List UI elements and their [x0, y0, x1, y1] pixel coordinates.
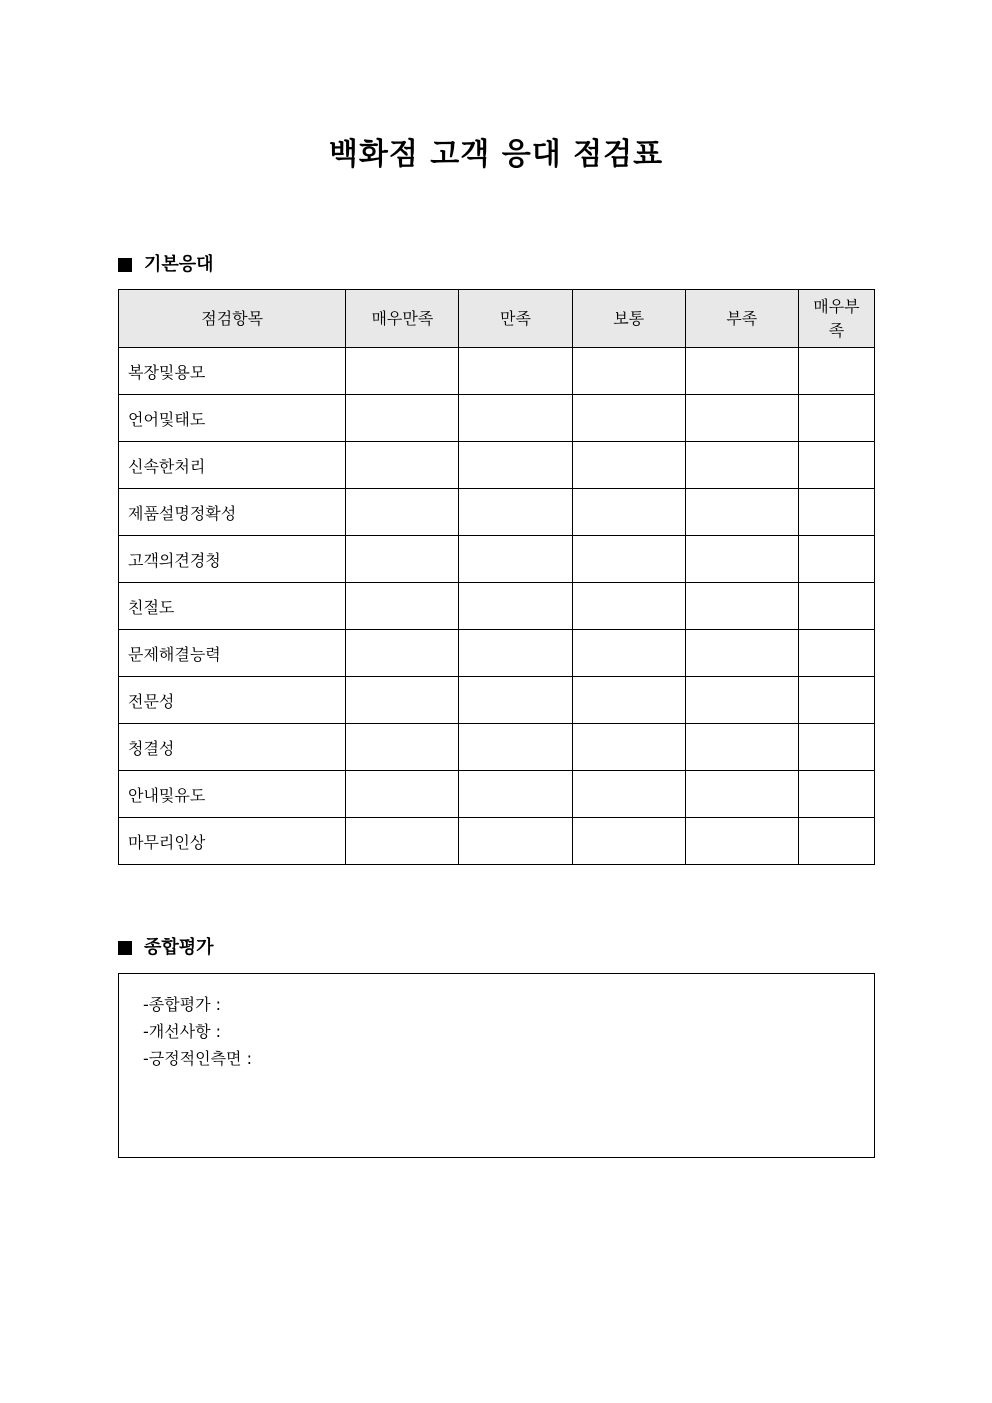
column-header-average: 보통: [572, 290, 685, 348]
rating-cell-insufficient[interactable]: [685, 348, 798, 395]
table-row: [119, 677, 875, 724]
rating-cell-average[interactable]: [572, 395, 685, 442]
rating-cell-very-satisfied[interactable]: [346, 583, 459, 630]
check-item-label: 전문성: [119, 677, 346, 724]
check-item-label: 복장및용모: [119, 348, 346, 395]
rating-cell-very-insufficient[interactable]: [798, 583, 874, 630]
rating-cell-very-satisfied[interactable]: [346, 348, 459, 395]
rating-cell-very-satisfied[interactable]: [346, 771, 459, 818]
rating-cell-satisfied[interactable]: [459, 818, 572, 865]
rating-cell-average[interactable]: [572, 489, 685, 536]
column-header-satisfied: 만족: [459, 290, 572, 348]
rating-cell-insufficient[interactable]: [685, 442, 798, 489]
column-header-item: 점검항목: [119, 290, 346, 348]
table-row: [119, 724, 875, 771]
check-item-label: 안내및유도: [119, 771, 346, 818]
check-item-label: 신속한처리: [119, 442, 346, 489]
section-heading-basic: [118, 253, 214, 277]
rating-cell-very-insufficient[interactable]: [798, 724, 874, 771]
rating-cell-very-insufficient[interactable]: [798, 771, 874, 818]
rating-cell-insufficient[interactable]: [685, 489, 798, 536]
rating-cell-satisfied[interactable]: [459, 395, 572, 442]
rating-cell-average[interactable]: [572, 348, 685, 395]
rating-cell-very-satisfied[interactable]: [346, 536, 459, 583]
rating-cell-insufficient[interactable]: [685, 395, 798, 442]
rating-cell-very-insufficient[interactable]: [798, 536, 874, 583]
check-item-label: 마무리인상: [119, 818, 346, 865]
rating-cell-very-insufficient[interactable]: [798, 395, 874, 442]
rating-cell-average[interactable]: [572, 442, 685, 489]
table-header-row: [119, 290, 875, 348]
column-header-very-insufficient: [798, 290, 874, 348]
rating-cell-insufficient[interactable]: [685, 630, 798, 677]
evaluation-line-positives: -긍정적인측면 :: [143, 1049, 252, 1068]
rating-cell-average[interactable]: [572, 583, 685, 630]
check-item-label: 청결성: [119, 724, 346, 771]
rating-cell-satisfied[interactable]: [459, 771, 572, 818]
rating-cell-average[interactable]: [572, 724, 685, 771]
rating-cell-satisfied[interactable]: [459, 630, 572, 677]
section-heading-overall: [118, 936, 214, 960]
rating-cell-very-satisfied[interactable]: [346, 677, 459, 724]
rating-cell-satisfied[interactable]: [459, 536, 572, 583]
page-title: 백화점 고객 응대 점검표: [328, 137, 664, 172]
rating-cell-insufficient[interactable]: [685, 771, 798, 818]
rating-cell-insufficient[interactable]: [685, 677, 798, 724]
table-row: [119, 348, 875, 395]
rating-cell-very-satisfied[interactable]: [346, 724, 459, 771]
evaluation-line-summary: -종합평가 :: [143, 995, 222, 1014]
rating-cell-very-insufficient[interactable]: [798, 677, 874, 724]
rating-cell-very-insufficient[interactable]: [798, 630, 874, 677]
column-header-insufficient: 부족: [685, 290, 798, 348]
rating-cell-very-insufficient[interactable]: [798, 348, 874, 395]
rating-cell-very-satisfied[interactable]: [346, 442, 459, 489]
rating-cell-average[interactable]: [572, 677, 685, 724]
rating-cell-satisfied[interactable]: [459, 348, 572, 395]
rating-cell-very-satisfied[interactable]: [346, 630, 459, 677]
column-header-very-satisfied: 매우만족: [346, 290, 459, 348]
rating-cell-average[interactable]: [572, 818, 685, 865]
rating-cell-insufficient[interactable]: [685, 818, 798, 865]
rating-cell-satisfied[interactable]: [459, 724, 572, 771]
rating-cell-satisfied[interactable]: [459, 677, 572, 724]
checklist-table: [118, 289, 875, 865]
rating-cell-very-insufficient[interactable]: [798, 489, 874, 536]
table-row: [119, 442, 875, 489]
overall-evaluation-lines: [143, 991, 252, 1072]
rating-cell-average[interactable]: [572, 771, 685, 818]
rating-cell-very-insufficient[interactable]: [798, 442, 874, 489]
rating-cell-average[interactable]: [572, 630, 685, 677]
table-row: [119, 489, 875, 536]
table-row: [119, 583, 875, 630]
table-row: [119, 395, 875, 442]
table-row: [119, 630, 875, 677]
table-row: [119, 536, 875, 583]
rating-cell-very-satisfied[interactable]: [346, 395, 459, 442]
check-item-label: 언어및태도: [119, 395, 346, 442]
check-item-label: 제품설명정확성: [119, 489, 346, 536]
square-bullet-icon: [118, 258, 132, 272]
check-item-label: 문제해결능력: [119, 630, 346, 677]
rating-cell-satisfied[interactable]: [459, 442, 572, 489]
section-heading-label: 종합평가: [144, 937, 214, 958]
table-row: [119, 818, 875, 865]
section-heading-label: 기본응대: [144, 254, 214, 275]
rating-cell-very-insufficient[interactable]: [798, 818, 874, 865]
square-bullet-icon: [118, 941, 132, 955]
check-item-label: 친절도: [119, 583, 346, 630]
overall-evaluation-box[interactable]: [118, 973, 875, 1158]
rating-cell-satisfied[interactable]: [459, 489, 572, 536]
rating-cell-insufficient[interactable]: [685, 536, 798, 583]
rating-cell-insufficient[interactable]: [685, 724, 798, 771]
check-item-label: 고객의견경청: [119, 536, 346, 583]
evaluation-line-improvements: -개선사항 :: [143, 1022, 222, 1041]
rating-cell-satisfied[interactable]: [459, 583, 572, 630]
rating-cell-very-satisfied[interactable]: [346, 818, 459, 865]
rating-cell-insufficient[interactable]: [685, 583, 798, 630]
rating-cell-very-satisfied[interactable]: [346, 489, 459, 536]
table-row: [119, 771, 875, 818]
rating-cell-average[interactable]: [572, 536, 685, 583]
column-header-very-insufficient-label: 매우부족: [813, 296, 860, 340]
